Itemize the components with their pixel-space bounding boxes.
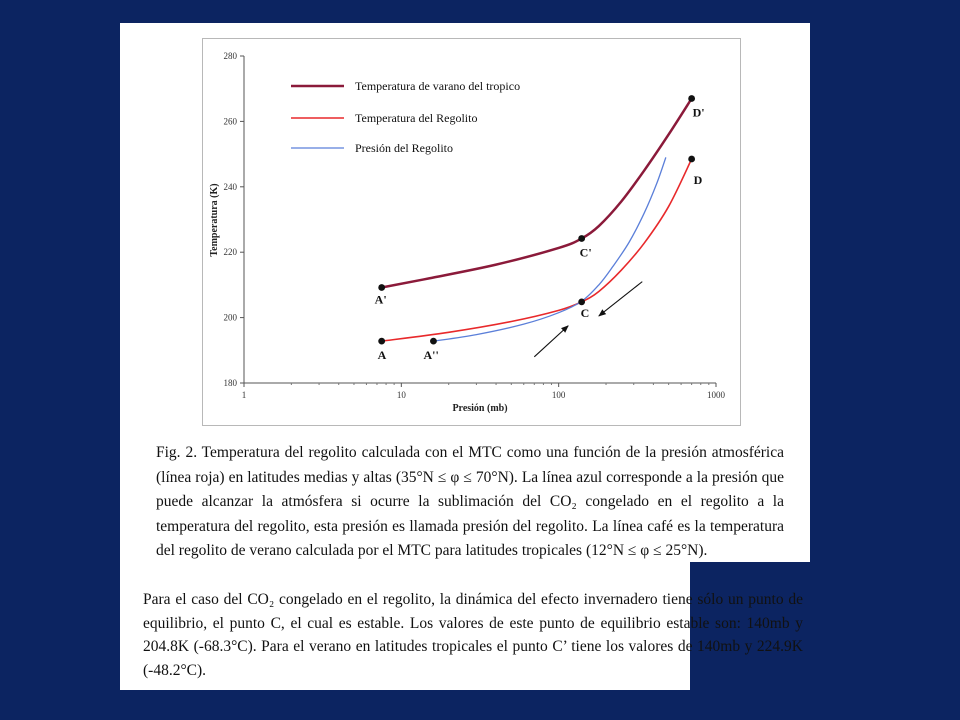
body-paragraph: Para el caso del CO₂ congelado en el regolito, la dinámica del efecto invernadero tiene sólo un punto de equilibrio, el punto C, el cual es estable. Los valores de este punto de equilibrio estable son: 140mb y 204.8K (-68.3°C). Para el verano en latitudes tropicales el punto C’ tiene los valores de 140mb y 224.9K (-48.2°C).: [143, 591, 803, 679]
point-marker: [378, 338, 385, 345]
y-tick-label: 260: [223, 116, 237, 127]
ticks-layer: [224, 51, 726, 400]
y-tick-label: 240: [223, 181, 237, 192]
point-marker: [578, 235, 585, 242]
legend-label-tropico: Temperatura de varano del tropico: [355, 79, 521, 93]
x-tick-label: 10: [396, 390, 406, 400]
x-tick-label: 100: [551, 390, 566, 400]
point-label: A': [374, 292, 387, 307]
series-line-tropico: [382, 99, 692, 288]
y-tick-label: 200: [223, 312, 237, 323]
point-marker: [578, 299, 585, 306]
point-label: A: [377, 348, 387, 363]
point-marker: [688, 95, 695, 102]
point-marker: [378, 284, 385, 291]
point-marker: [430, 338, 437, 345]
figure-caption: Fig. 2. Temperatura del regolito calculada con el MTC como una función de la presión atmosférica (línea roja) en latitudes medias y altas (35°N ≤ φ ≤ 70°N). La línea azul corresponde a la presión que puede alcanzar la atmósfera si ocurre la sublimación del CO₂ congelado en el regolito a la temperatura del regolito, esta presión es llamada presión del regolito. La línea café es la temperatura del regolito de verano calculada por el MTC para latitudes tropicales (12°N ≤ φ ≤ 25°N).: [156, 444, 784, 559]
chart-frame: [202, 38, 741, 426]
point-label: C': [579, 245, 592, 260]
point-marker: [688, 156, 695, 163]
point-label: A'': [423, 348, 439, 363]
y-tick-label: 220: [223, 247, 237, 258]
x-tick-label: 1: [241, 390, 247, 400]
axes-layer: [209, 56, 716, 414]
series-layer: [382, 99, 692, 342]
chart-plot: [203, 39, 740, 425]
annotation-arrow: [534, 326, 568, 357]
legend-label-regolito: Temperatura del Regolito: [355, 111, 478, 125]
legend-label-presion: Presión del Regolito: [355, 141, 453, 155]
x-axis-title: Presión (mb): [452, 403, 508, 414]
series-line-regolito: [382, 159, 692, 341]
legend: [291, 79, 520, 155]
y-tick-label: 180: [223, 378, 237, 388]
point-label: D': [692, 105, 705, 120]
x-tick-label: 1000: [707, 390, 725, 400]
point-label: D: [693, 173, 703, 188]
y-axis-title: Temperatura (K): [209, 183, 220, 257]
y-tick-label: 280: [223, 51, 237, 61]
point-label: C: [580, 305, 590, 320]
